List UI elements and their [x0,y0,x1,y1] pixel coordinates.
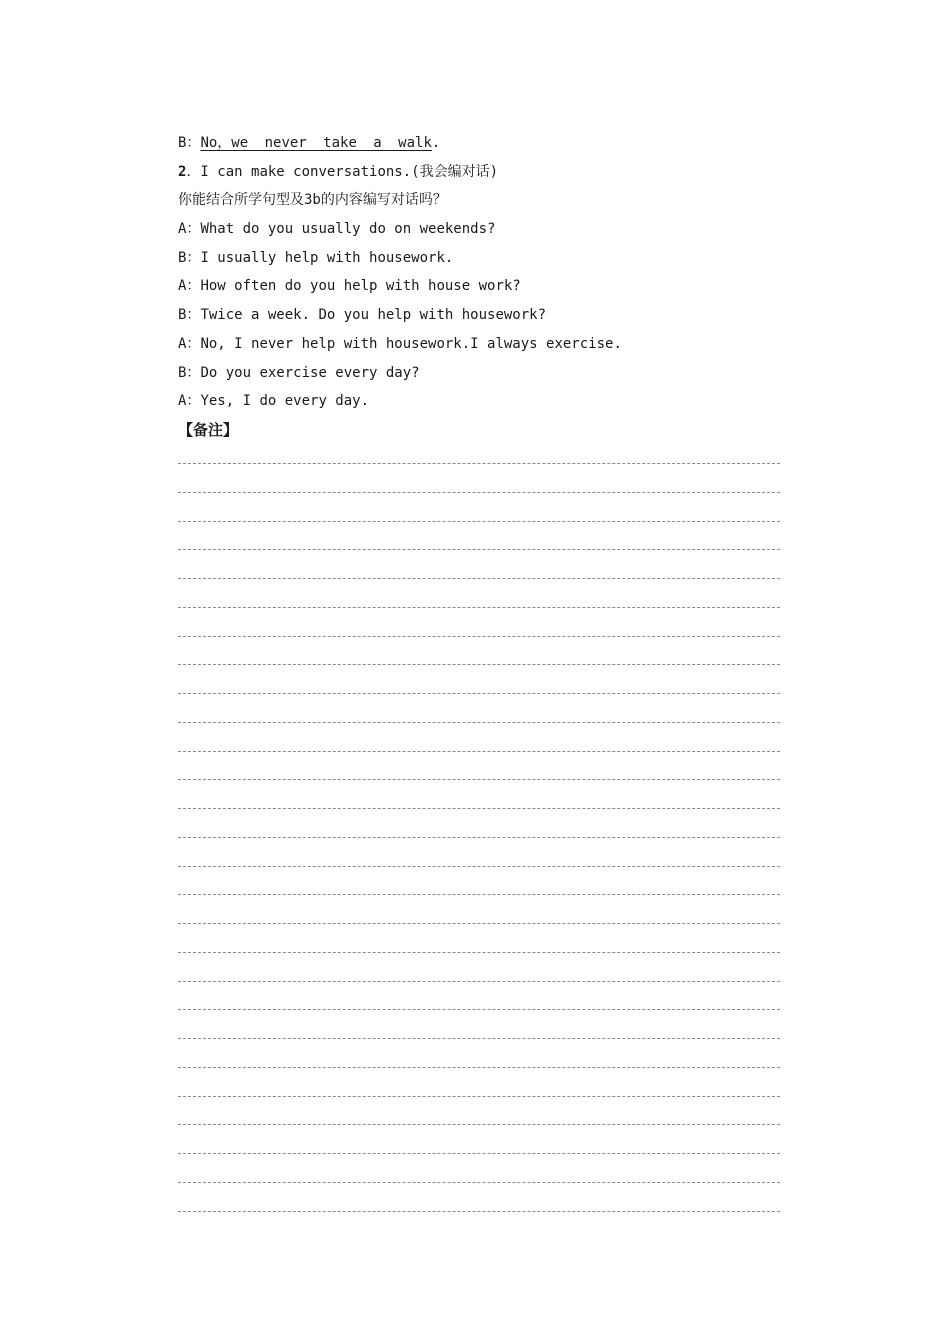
section-heading [178,158,780,187]
answer-period: . [431,135,441,151]
ruled-line [178,722,780,751]
speaker-label: A： [178,335,201,352]
ruled-line [178,894,780,923]
ruled-line [178,664,780,693]
speaker-label: B： [178,364,201,381]
dialogue-line [178,215,780,244]
dialogue-line [178,359,780,388]
ruled-line [178,1038,780,1067]
ruled-line [178,549,780,578]
speaker-label: B： [178,249,201,266]
ruled-line [178,1124,780,1153]
ruled-line [178,1182,780,1211]
ruled-line [178,492,780,521]
ruled-line [178,837,780,866]
dialogue-text: I usually help with housework. [200,249,454,266]
notes-label: 【备注】 [178,420,239,439]
speaker-label: A： [178,221,201,238]
dialogue-line [178,244,780,273]
ruled-line [178,1211,780,1240]
ruled-line [178,636,780,665]
dialogue-text: Yes, I do every day. [200,393,370,410]
speaker-label: A： [178,278,201,295]
dialogue [178,215,780,416]
dialogue-line [178,387,780,416]
ruled-line [178,607,780,636]
speaker-label: B： [178,307,201,324]
dialogue-line [178,272,780,301]
ruled-line [178,1067,780,1096]
dialogue-text: Twice a week. Do you help with housework? [200,307,547,324]
ruled-line [178,808,780,837]
ruled-line [178,521,780,550]
dialogue-line [178,301,780,330]
dialogue-line [178,330,780,359]
notes-writing-area[interactable] [178,463,780,1239]
ruled-line [178,463,780,492]
ruled-line [178,1096,780,1125]
ruled-line [178,981,780,1010]
ruled-line [178,693,780,722]
section-title: ．I can make conversations.(我会编对话) [186,163,499,180]
ruled-line [178,578,780,607]
exercise-content [178,129,780,445]
ruled-line [178,866,780,895]
ruled-line [178,952,780,981]
ruled-line [178,1153,780,1182]
speaker-label: B： [178,135,201,151]
ruled-line [178,751,780,780]
dialogue-text: What do you usually do on weekends? [200,221,496,238]
filled-answer: No，we never take a walk [200,135,432,151]
dialogue-text: No, I never help with housework.I always exercise. [200,335,622,352]
ruled-line [178,923,780,952]
dialogue-text: How often do you help with house work? [200,278,521,295]
dialogue-text: Do you exercise every day? [200,364,420,381]
answer-line [178,129,780,158]
section-number: 2 [178,163,187,180]
ruled-line [178,1009,780,1038]
ruled-line [178,779,780,808]
speaker-label: A： [178,393,201,410]
section-instruction: 你能结合所学句型及3b的内容编写对话吗？ [178,192,447,209]
